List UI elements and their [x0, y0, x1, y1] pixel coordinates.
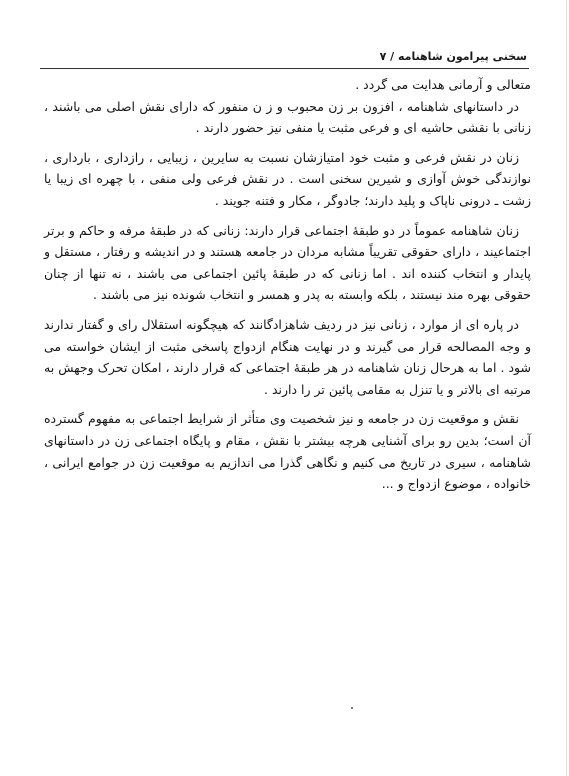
running-header: سخنی پیرامون شاهنامه / ۷: [379, 50, 527, 63]
paragraph-4: زنان شاهنامه عموماً در دو طبقهٔ اجتماعی قرار دارند: زنانی که در طبقهٔ مرفه و حاکم و برتر اجتماعیند ، دارای حقوقی تقریباً مشابه مردان در جامعه هستند و در اندیشه و رفتار ، مستقل و پایدار و انتخاب کننده اند . اما زنانی که در طبقهٔ پائین اجتماعی می باشند ، نه تنها از چنان حقوقی بهره مند نیستند ، بلکه وابسته به پدر و همسر و انتخاب شونده نیز می باشند .: [44, 222, 531, 303]
paragraph-2: در داستانهای شاهنامه ، افزون بر زن محبوب و ز ن منفور که دارای نقش اصلی می باشند ، زنانی با نقشی حاشیه ای و فرعی مثبت یا منفی نیز حضور دارند .: [44, 98, 531, 136]
ink-speck: [351, 707, 353, 709]
body-text: [44, 74, 531, 495]
paragraph-1: متعالی و آرمانی هدایت می گردد .: [355, 77, 531, 92]
paragraph-5: در پاره ای از موارد ، زنانی نیز در ردیف شاهزادگانند که هیچگونه استقلال رای و گفتار ندارند و وجه المصالحه قرار می گیرند و در نهایت هنگام ازدواج پاسخی مثبت از ایشان خواسته می شود . اما به هرحال زنان شاهنامه در هر طبقهٔ اجتماعی که قرار دارند ، امکان تحرک وجهش به مرتبه ای بالاتر و یا تنزل به مقامی پائین تر را دارند .: [44, 316, 531, 397]
paragraph-3: زنان در نقش فرعی و مثبت خود امتیازشان نسبت به سایرین ، زیبایی ، رازداری ، بارداری ، نوازندگی خوش آوازی و شیرین سخنی است . در نقش فرعی ولی منفی ، با چهره ای زیبا یا زشت ـ درونی ناپاک و پلید دارند؛ جادوگر ، مکار و فتنه جویند .: [44, 149, 531, 208]
page-edge-line: [566, 0, 567, 776]
paragraph-6: نقش و موقعیت زن در جامعه و نیز شخصیت وی متأثر از شرایط اجتماعی به مفهوم گسترده آن است؛ بدین رو برای آشنایی هرچه بیشتر با نقش ، مقام و پایگاه اجتماعی زن در داستانهای شاهنامه ، سیری در تاریخ می کنیم و نگاهی گذرا می اندازیم به موقعیت زن در جوامع ایرانی ، خانواده ، موضوع ازدواج و ...: [44, 411, 531, 492]
header-rule: [40, 68, 529, 69]
